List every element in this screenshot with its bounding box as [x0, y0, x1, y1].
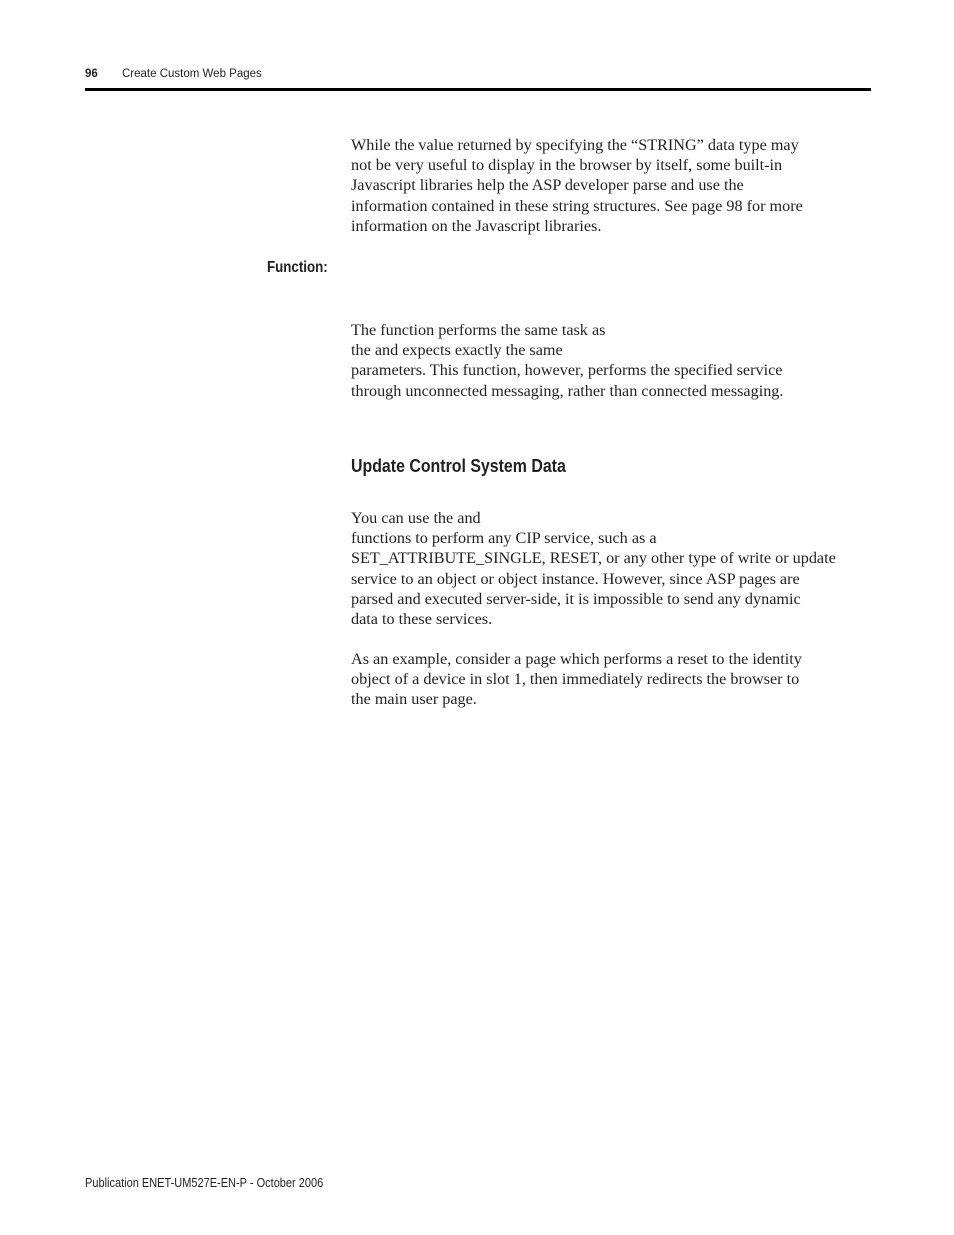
- paragraph-string-data-type: While the value returned by specifying the “STRING” data type may not be very useful to display in the browser by itself, some built-in Javascript libraries help the ASP developer parse and use the information contained in these string structures. See page 98 for more information on the Javascript libraries.: [351, 136, 803, 235]
- header-rule: [85, 88, 871, 91]
- function-label: Function:: [267, 259, 328, 276]
- running-title: Create Custom Web Pages: [122, 68, 262, 80]
- paragraph-function-description: The function performs the same task as the and expects exactly the same parameters. This function, however, performs the specified service through unconnected messaging, rather than connected messaging.: [351, 321, 784, 400]
- page-header: [85, 66, 871, 92]
- paragraph-reset-example: As an example, consider a page which performs a reset to the identity object of a device in slot 1, then immediately redirects the browser to the main user page.: [351, 650, 802, 709]
- page-footer: Publication ENET-UM527E-EN-P - October 2006: [85, 1176, 324, 1190]
- section-title: Update Control System Data: [351, 455, 566, 476]
- page-number: 96: [85, 68, 98, 80]
- paragraph-cip-service: You can use the and functions to perform any CIP service, such as a SET_ATTRIBUTE_SINGLE, RESET, or any other type of write or update service to an object or object instance. However, since ASP pages are parsed and executed server-side, it is impossible to send any dynamic data to these services.: [351, 509, 836, 629]
